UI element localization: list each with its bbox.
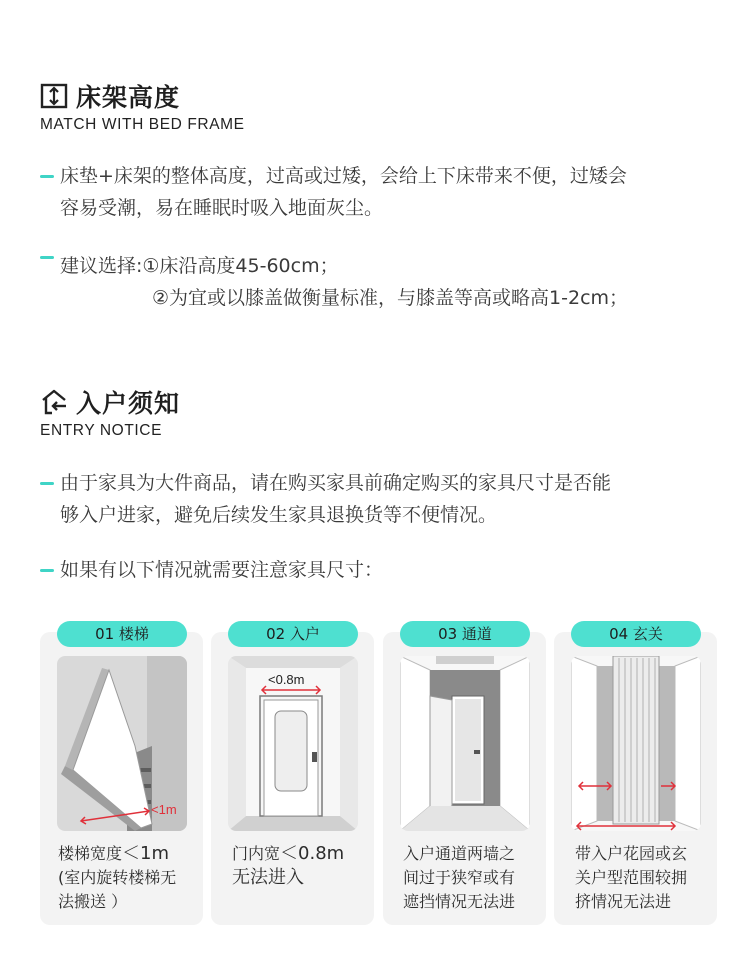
card-foyer-caption <box>575 842 715 914</box>
foyer-illustration <box>571 656 701 831</box>
entry-caption-text: 门内宽 <box>232 844 281 863</box>
foyer-drawing <box>571 656 701 831</box>
entry-notice-header <box>40 384 180 440</box>
card-stairs-label: 01 楼梯 <box>57 621 187 647</box>
bullet-dash <box>40 175 54 178</box>
entry-notice-subtitle: ENTRY NOTICE <box>40 422 163 439</box>
bullet-dash <box>40 482 54 485</box>
bed-frame-header <box>40 78 245 134</box>
entry-note-line-1: 由于家具为大件商品，请在购买家具前确定购买的家具尺寸是否能 <box>60 472 612 494</box>
stairs-caption-line-2: (室内旋转楼梯无 <box>58 868 177 887</box>
door-width-label: <0.8m <box>268 672 305 687</box>
door-illustration <box>228 656 358 831</box>
card-corridor-caption <box>403 842 543 914</box>
bed-height-note <box>40 160 720 224</box>
suggestion-line-1: 建议选择:①床沿高度45-60cm； <box>60 255 339 277</box>
corridor-drawing <box>400 656 530 831</box>
entry-conditions-intro <box>40 554 720 586</box>
card-foyer-label: 04 玄关 <box>571 621 701 647</box>
stairs-caption-text: 楼梯宽度 <box>58 844 123 863</box>
house-entry-icon <box>40 388 68 416</box>
bed-frame-subtitle: MATCH WITH BED FRAME <box>40 116 245 133</box>
card-corridor-label: 03 通道 <box>400 621 530 647</box>
entry-note-line-2: 够入户进家，避免后续发生家具退换货等不便情况。 <box>60 504 498 526</box>
corridor-caption-line-1: 入户通道两墙之 <box>403 844 516 863</box>
height-adjust-icon <box>40 82 68 110</box>
card-stairs-caption <box>58 842 198 914</box>
entry-caption-measure: ＜0.8m <box>280 843 345 864</box>
bed-height-suggestion <box>40 250 720 314</box>
entry-size-note <box>40 467 720 531</box>
stairs-caption-line-3: 法搬送 ） <box>58 892 128 911</box>
suggestion-line-2: ②为宜或以膝盖做衡量标准，与膝盖等高或略高1-2cm； <box>152 287 629 309</box>
foyer-caption-line-2: 关户型范围较拥 <box>575 868 688 887</box>
foyer-caption-line-1: 带入户花园或玄 <box>575 844 688 863</box>
bullet-dash <box>40 569 54 572</box>
stairs-caption-measure: ＜1m <box>122 843 170 864</box>
corridor-caption-line-3: 遮挡情况无法进 <box>403 892 516 911</box>
card-entry-caption <box>232 842 372 890</box>
entry-caption-line-2: 无法进入 <box>232 867 304 888</box>
bullet-dash <box>40 256 54 259</box>
stairs-drawing <box>57 656 187 831</box>
conditions-intro-text: 如果有以下情况就需要注意家具尺寸： <box>60 559 384 581</box>
stairs-width-label: <1m <box>151 802 177 817</box>
corridor-caption-line-2: 间过于狭窄或有 <box>403 868 516 887</box>
stairs-illustration <box>57 656 187 831</box>
entry-notice-title: 入户须知 <box>76 389 181 418</box>
bed-frame-title: 床架高度 <box>76 83 181 112</box>
door-drawing <box>228 656 358 831</box>
foyer-caption-line-3: 挤情况无法进 <box>575 892 672 911</box>
card-entry-label: 02 入户 <box>228 621 358 647</box>
corridor-illustration <box>400 656 530 831</box>
bed-note-line-2: 容易受潮，易在睡眠时吸入地面灰尘。 <box>60 197 384 219</box>
bed-note-line-1: 床垫+床架的整体高度，过高或过矮，会给上下床带来不便，过矮会 <box>60 165 627 187</box>
